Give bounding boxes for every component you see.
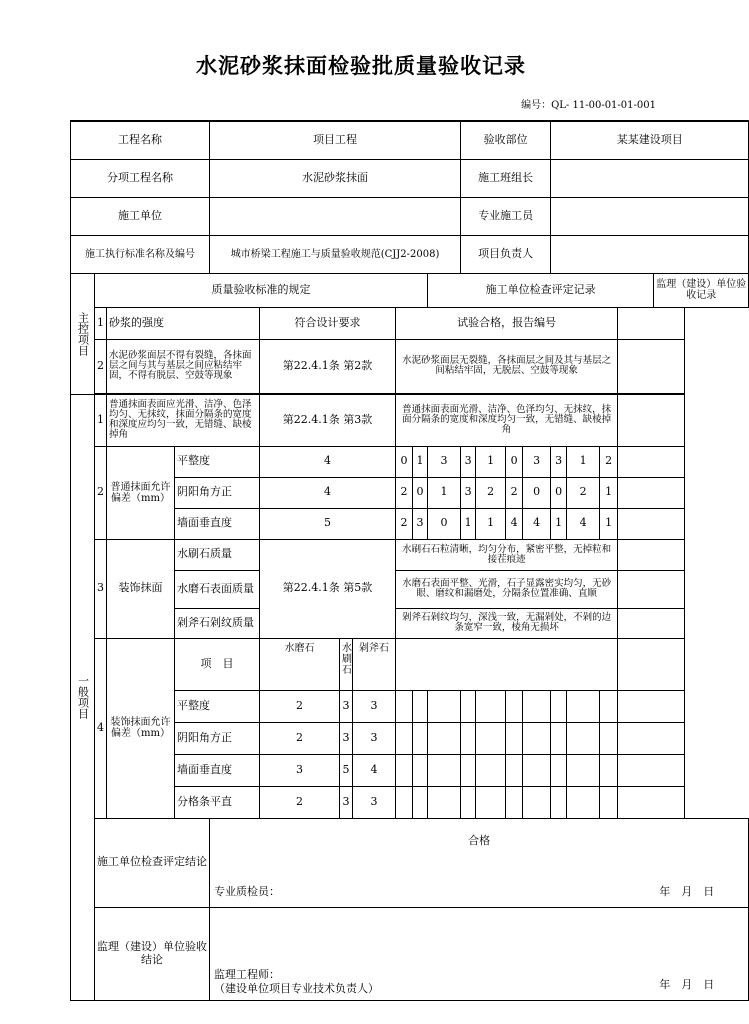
gen2-row-value: 5 xyxy=(260,508,396,539)
inspector-label: 专业质检员： xyxy=(214,885,281,899)
gen4-head-c3: 剁斧石 xyxy=(353,638,396,690)
gen4-supervision xyxy=(618,754,685,786)
gen4-row-name: 分格条平直 xyxy=(175,786,260,818)
measure: 1 xyxy=(551,508,567,539)
cell xyxy=(523,754,551,786)
standard-label: 施工执行标准名称及编号 xyxy=(71,235,210,273)
gen3-standard: 第22.4.1条 第5款 xyxy=(260,539,396,638)
gen3-supervision xyxy=(618,608,685,638)
gen4-v: 5 xyxy=(340,754,353,786)
mc-standard-2: 第22.4.1条 第2款 xyxy=(260,339,396,393)
mc-result-2: 水泥砂浆面层无裂缝，各抹面层之间及其与基层之间粘结牢固，无脱层、空鼓等现象 xyxy=(396,339,618,393)
gen4-v: 3 xyxy=(260,754,340,786)
inspector-date: 年 月 日 xyxy=(659,885,715,899)
measure: 1 xyxy=(428,477,461,508)
measure: 0 xyxy=(396,446,413,477)
measure: 1 xyxy=(413,446,428,477)
gen4-row-name: 平整度 xyxy=(175,690,260,722)
gen2-supervision xyxy=(618,508,685,539)
cell xyxy=(523,786,551,818)
gen2-row-name: 平整度 xyxy=(175,446,260,477)
professional-worker-value xyxy=(551,197,749,235)
measure: 0 xyxy=(413,477,428,508)
professional-worker-label: 专业施工员 xyxy=(461,197,551,235)
cell xyxy=(551,690,567,722)
cell xyxy=(600,754,618,786)
gen-standard-1: 第22.4.1条 第3款 xyxy=(260,394,396,446)
acceptance-dept-value: 某某建设项目 xyxy=(551,121,749,159)
gen-result-1: 普通抹面表面光滑、洁净、色泽均匀、无抹纹，抹面分隔条的宽度和深度均匀一致，无错缝、缺棱掉角 xyxy=(396,394,618,446)
gen4-v: 3 xyxy=(340,722,353,754)
project-manager-value xyxy=(551,235,749,273)
cell xyxy=(567,754,600,786)
measure: 3 xyxy=(428,446,461,477)
gen4-v: 4 xyxy=(353,754,396,786)
cell xyxy=(551,786,567,818)
project-name-value: 项目工程 xyxy=(210,121,461,159)
measure: 4 xyxy=(523,508,551,539)
cell xyxy=(506,754,523,786)
cell xyxy=(551,754,567,786)
mc-no-1: 1 xyxy=(95,307,107,339)
cell xyxy=(428,786,461,818)
mc-result-1: 试验合格，报告编号 xyxy=(396,307,618,339)
supervision-conclusion-cell xyxy=(210,907,749,1000)
cell xyxy=(413,690,428,722)
gen3-row-name: 水刷石质量 xyxy=(175,539,260,570)
gen4-supervision xyxy=(618,786,685,818)
acceptance-dept-label: 验收部位 xyxy=(461,121,551,159)
measure: 1 xyxy=(476,446,506,477)
gen2-row-name: 阴阳角方正 xyxy=(175,477,260,508)
gen3-group: 装饰抹面 xyxy=(107,539,175,638)
gen2-row-name: 墙面垂直度 xyxy=(175,508,260,539)
cell xyxy=(506,690,523,722)
project-name-label: 工程名称 xyxy=(71,121,210,159)
gen4-v: 3 xyxy=(340,690,353,722)
cell xyxy=(476,722,506,754)
mc-supervision-1 xyxy=(618,307,685,339)
team-leader-label: 施工班组长 xyxy=(461,159,551,197)
gen2-group: 普通抹面允许偏差（mm） xyxy=(107,446,175,539)
measure: 4 xyxy=(567,508,600,539)
engineer-date: 年 月 日 xyxy=(659,978,715,992)
cell xyxy=(476,754,506,786)
cell xyxy=(523,722,551,754)
supervision-conclusion-label: 监理（建设）单位验收结论 xyxy=(95,907,210,1000)
standard-value: 城市桥梁工程施工与质量验收规范(CJJ2-2008) xyxy=(210,235,461,273)
measure: 0 xyxy=(551,477,567,508)
gen3-row-result: 水刷石石粒清晰，均匀分布，紧密平整，无掉粒和接茬痕迹 xyxy=(396,539,618,570)
mc-no-2: 2 xyxy=(95,339,107,393)
measure: 2 xyxy=(396,508,413,539)
mc-name-2: 水泥砂浆面层不得有裂缝，各抹面层之间与其与基层之间应粘结牢固，不得有脱层、空鼓等现象 xyxy=(107,339,260,393)
gen2-row-value: 4 xyxy=(260,446,396,477)
measure: 1 xyxy=(600,477,618,508)
measure: 1 xyxy=(600,508,618,539)
gen4-v: 2 xyxy=(260,690,340,722)
measure: 3 xyxy=(413,508,428,539)
gen3-row-result: 水磨石表面平整、光滑，石子显露密实均匀，无砂眼、磨纹和漏磨处，分隔条位置准确、直顺 xyxy=(396,570,618,608)
gen2-supervision xyxy=(618,446,685,477)
measure: 0 xyxy=(506,446,523,477)
cell xyxy=(413,786,428,818)
gen4-supervision xyxy=(618,722,685,754)
gen2-supervision xyxy=(618,477,685,508)
gen3-row-result: 剁斧石剁纹均匀，深浅一致，无漏剁处，不剁的边条宽窄一致，棱角无损坏 xyxy=(396,608,618,638)
cell xyxy=(551,722,567,754)
construction-conclusion-cell xyxy=(210,818,749,907)
cell xyxy=(413,754,428,786)
gen4-v: 3 xyxy=(353,786,396,818)
cell xyxy=(461,722,476,754)
cell xyxy=(600,722,618,754)
gen4-v: 3 xyxy=(353,722,396,754)
construction-check-head: 施工单位检查评定记录 xyxy=(428,273,654,307)
measure: 1 xyxy=(461,508,476,539)
cell xyxy=(428,690,461,722)
page-title: 水泥砂浆抹面检验批质量验收记录 xyxy=(196,54,526,78)
gen4-v: 2 xyxy=(260,786,340,818)
document-code: 编号：QL- 11-00-01-01-001 xyxy=(521,100,656,111)
gen2-row-value: 4 xyxy=(260,477,396,508)
gen4-supervision xyxy=(618,638,685,690)
cell xyxy=(396,722,413,754)
general-label: 一般项目 xyxy=(71,394,95,1000)
mc-supervision-2 xyxy=(618,339,685,393)
measure: 2 xyxy=(567,477,600,508)
cell xyxy=(567,722,600,754)
supervision-record-head: 监理（建设）单位验收记录 xyxy=(654,273,749,307)
sub-project-value: 水泥砂浆抹面 xyxy=(210,159,461,197)
gen3-row-name: 剁斧石剁纹质量 xyxy=(175,608,260,638)
mc-name-1: 砂浆的强度 xyxy=(107,307,260,339)
cell xyxy=(461,786,476,818)
gen3-supervision xyxy=(618,570,685,608)
measure: 3 xyxy=(551,446,567,477)
cell xyxy=(567,786,600,818)
inspection-form xyxy=(70,120,749,1001)
gen3-supervision xyxy=(618,539,685,570)
measure: 3 xyxy=(461,446,476,477)
cell xyxy=(567,690,600,722)
engineer-sub: （建设单位项目专业技术负责人） xyxy=(214,982,380,996)
gen4-head-c1: 水磨石 xyxy=(260,638,340,690)
cell xyxy=(428,722,461,754)
gen4-supervision xyxy=(618,690,685,722)
cell xyxy=(523,690,551,722)
engineer-label: 监理工程师： xyxy=(214,968,281,982)
gen4-v: 2 xyxy=(260,722,340,754)
gen3-row-name: 水磨石表面质量 xyxy=(175,570,260,608)
cell xyxy=(396,754,413,786)
quality-standard-head: 质量验收标准的规定 xyxy=(95,273,428,307)
measure: 2 xyxy=(476,477,506,508)
project-manager-label: 项目负责人 xyxy=(461,235,551,273)
gen4-head-item: 项 目 xyxy=(175,638,260,690)
gen-no-2: 2 xyxy=(95,446,107,539)
cell xyxy=(506,786,523,818)
measure: 1 xyxy=(476,508,506,539)
gen4-head-blank xyxy=(396,638,618,690)
gen4-group: 装饰抹面允许偏差（mm） xyxy=(107,638,175,818)
cell xyxy=(413,722,428,754)
cell xyxy=(396,690,413,722)
measure: 0 xyxy=(428,508,461,539)
measure: 0 xyxy=(523,477,551,508)
mc-standard-1: 符合设计要求 xyxy=(260,307,396,339)
construction-conclusion-value: 合格 xyxy=(468,833,491,847)
main-control-label: 主控项目 xyxy=(71,273,95,394)
gen4-head-c2: 水刷石 xyxy=(340,638,353,690)
measure: 2 xyxy=(396,477,413,508)
construction-conclusion-label: 施工单位检查评定结论 xyxy=(95,818,210,907)
cell xyxy=(600,786,618,818)
gen-no-3: 3 xyxy=(95,539,107,638)
cell xyxy=(476,786,506,818)
cell xyxy=(461,690,476,722)
cell xyxy=(428,754,461,786)
measure: 1 xyxy=(567,446,600,477)
measure: 4 xyxy=(506,508,523,539)
construction-unit-value xyxy=(210,197,461,235)
measure: 3 xyxy=(461,477,476,508)
team-leader-value xyxy=(551,159,749,197)
measure: 2 xyxy=(506,477,523,508)
construction-unit-label: 施工单位 xyxy=(71,197,210,235)
cell xyxy=(396,786,413,818)
gen-supervision-1 xyxy=(618,394,685,446)
gen4-v: 3 xyxy=(340,786,353,818)
gen-name-1: 普通抹面表面应光滑、洁净、色泽均匀、无抹纹，抹面分隔条的宽度和深度应均匀一致，无错缝、缺棱掉角 xyxy=(107,394,260,446)
gen-no-1: 1 xyxy=(95,394,107,446)
cell xyxy=(461,754,476,786)
gen4-row-name: 墙面垂直度 xyxy=(175,754,260,786)
gen-no-4: 4 xyxy=(95,638,107,818)
cell xyxy=(476,690,506,722)
cell xyxy=(600,690,618,722)
cell xyxy=(506,722,523,754)
gen4-row-name: 阴阳角方正 xyxy=(175,722,260,754)
measure: 3 xyxy=(523,446,551,477)
sub-project-label: 分项工程名称 xyxy=(71,159,210,197)
gen4-v: 3 xyxy=(353,690,396,722)
measure: 2 xyxy=(600,446,618,477)
